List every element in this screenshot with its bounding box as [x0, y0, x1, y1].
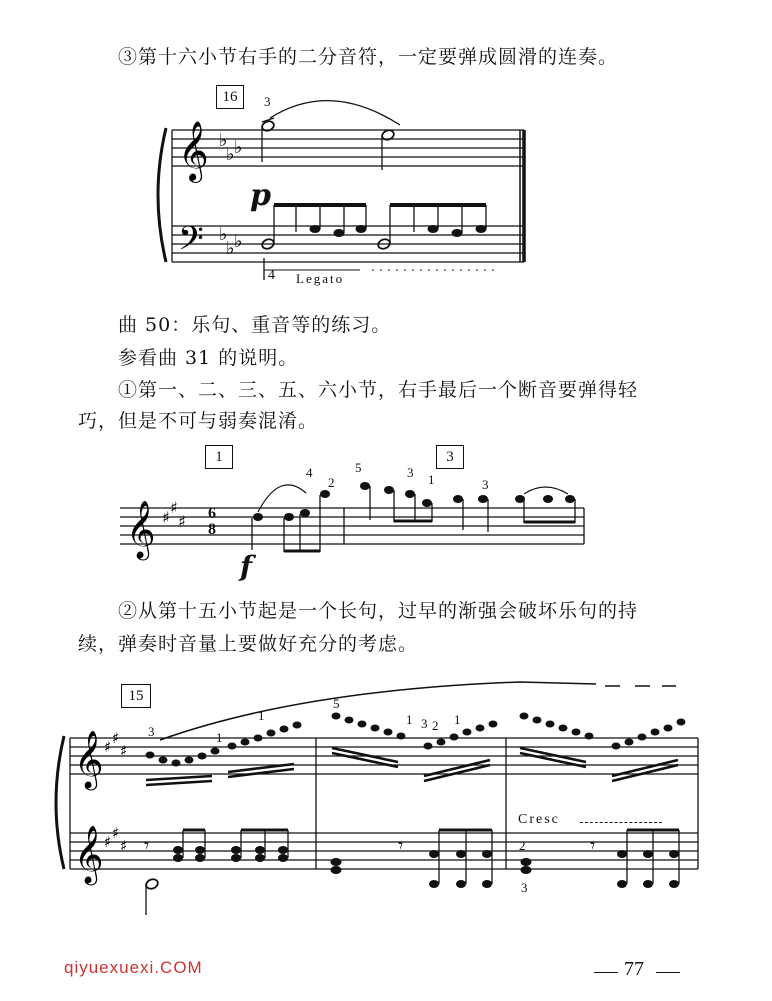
svg-text:𝄾: 𝄾 — [590, 833, 596, 857]
paragraph-4b: 巧，但是不可与弱奏混淆。 — [78, 410, 319, 432]
fingering-1: 1 — [216, 730, 224, 745]
svg-text:𝄢: 𝄢 — [178, 220, 204, 266]
fingering-3: 3 — [521, 880, 529, 895]
measure-number-15: 15 — [121, 684, 151, 708]
watermark: qiyuexuexi.COM — [64, 958, 203, 977]
svg-text:♭: ♭ — [234, 231, 243, 252]
svg-text:𝄞: 𝄞 — [74, 730, 104, 788]
dynamic-forte: f — [240, 550, 254, 583]
legato-marking: Legato — [296, 271, 345, 286]
svg-text:𝄞: 𝄞 — [178, 121, 209, 181]
time-signature-top: 6 — [208, 505, 217, 522]
svg-text:♯: ♯ — [112, 729, 120, 747]
dynamic-piano: p — [250, 178, 272, 213]
paragraph-1: ③第十六小节右手的二分音符，一定要弹成圆滑的连奏。 — [118, 46, 619, 68]
page-number-dash-left — [594, 972, 618, 973]
fingering-2: 2 — [328, 475, 336, 490]
svg-text:𝄾: 𝄾 — [398, 833, 404, 857]
fingering-3: 3 — [421, 716, 429, 731]
svg-text:♭: ♭ — [234, 137, 243, 158]
svg-text:♯: ♯ — [104, 738, 112, 756]
svg-text:♯: ♯ — [170, 498, 178, 517]
page-number-dash-right — [656, 972, 680, 973]
svg-text:♯: ♯ — [120, 837, 128, 855]
svg-text:♭: ♭ — [219, 224, 228, 245]
time-signature-bottom: 8 — [208, 521, 217, 538]
fingering-2: 2 — [519, 838, 527, 853]
fingering-3: 3 — [482, 477, 490, 492]
fingering-3: 3 — [148, 724, 156, 739]
svg-text:𝄞: 𝄞 — [74, 825, 104, 883]
paragraph-3: 参看曲 31 的说明。 — [118, 347, 299, 369]
svg-text:♭: ♭ — [219, 130, 228, 151]
fingering-1: 1 — [454, 712, 462, 727]
svg-text:𝄾: 𝄾 — [144, 833, 150, 857]
svg-text:♯: ♯ — [104, 833, 112, 851]
svg-text:♯: ♯ — [120, 742, 128, 760]
svg-text:♯: ♯ — [162, 508, 170, 527]
fingering-1: 1 — [428, 472, 436, 487]
paragraph-5a: ②从第十五小节起是一个长句，过早的渐强会破坏乐句的持 — [118, 600, 639, 622]
fingering-1: 1 — [258, 708, 266, 723]
measure-number-3: 3 — [436, 445, 464, 469]
fingering-5: 5 — [333, 696, 341, 711]
page-number: 77 — [624, 958, 644, 980]
fingering-3: 3 — [407, 465, 415, 480]
measure-number-16: 16 — [216, 85, 244, 109]
fingering-3: 3 — [264, 94, 272, 109]
fingering-5: 5 — [355, 460, 363, 475]
paragraph-4a: ①第一、二、三、五、六小节，右手最后一个断音要弹得轻 — [118, 379, 639, 401]
fingering-4: 4 — [268, 268, 276, 283]
svg-text:♭: ♭ — [226, 238, 235, 259]
fingering-2: 2 — [432, 718, 440, 733]
svg-text:𝄞: 𝄞 — [126, 500, 156, 558]
svg-text:♯: ♯ — [178, 512, 186, 531]
cresc-dashes — [580, 822, 662, 823]
paragraph-2: 曲 50：乐句、重音等的练习。 — [118, 314, 392, 336]
cresc-marking: Cresc — [518, 812, 560, 827]
measure-number-1: 1 — [205, 445, 233, 469]
svg-text:♯: ♯ — [112, 824, 120, 842]
fingering-4: 4 — [306, 465, 314, 480]
paragraph-5b: 续，弹奏时音量上要做好充分的考虑。 — [78, 633, 419, 655]
svg-text:♭: ♭ — [226, 144, 235, 165]
fingering-1: 1 — [406, 712, 414, 727]
